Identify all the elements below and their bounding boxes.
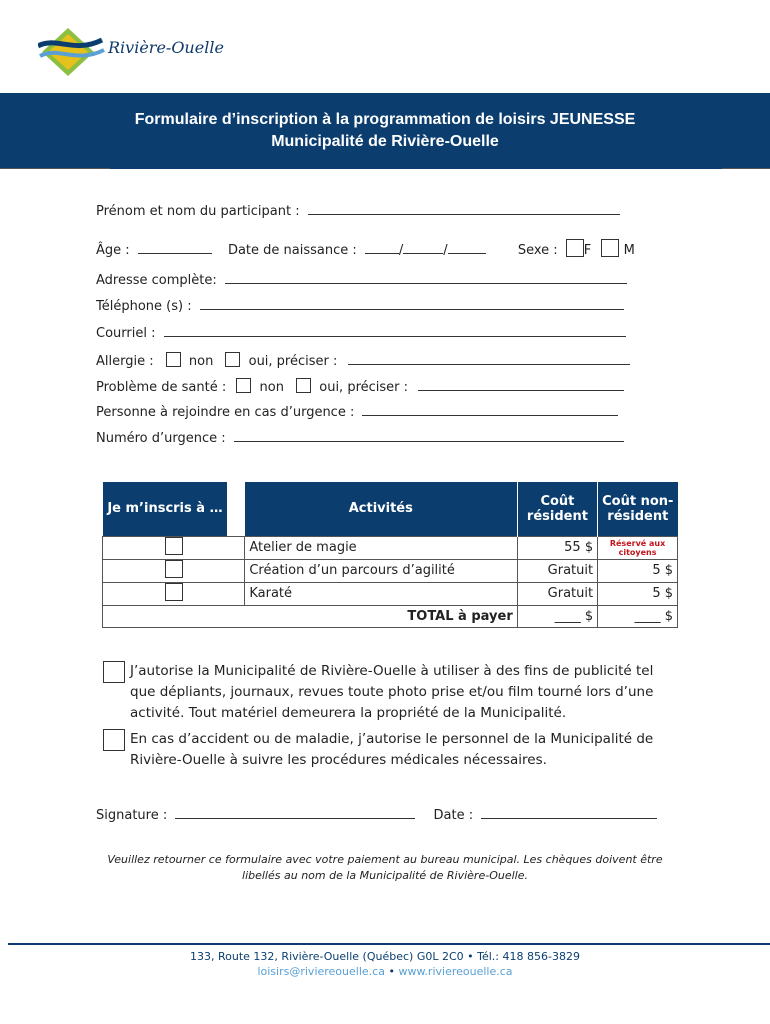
footer-address: 133, Route 132, Rivière-Ouelle (Québec) G0L 2C0 • Tél.: 418 856-3829: [190, 950, 580, 963]
table-row: [103, 582, 678, 605]
age-row: [96, 239, 635, 258]
nonresident-cost: 5 $: [598, 582, 678, 605]
age-input[interactable]: [138, 253, 212, 254]
signature-label: Signature :: [96, 808, 168, 823]
sex-f-label: F: [583, 243, 592, 258]
activity-name: Karaté: [245, 582, 517, 605]
col-activities-header: Activités: [245, 482, 517, 536]
col-nonresident-header: Coût non-résident: [598, 482, 678, 536]
footer-separator: •: [388, 965, 395, 978]
footer-email-link[interactable]: loisirs@riviereouelle.ca: [257, 965, 385, 978]
dob-separator: /: [443, 243, 448, 258]
health-label: Problème de santé :: [96, 380, 227, 395]
activities-table: [102, 482, 678, 628]
return-note-line2: libellés au nom de la Municipalité de Rivière-Ouelle.: [242, 869, 528, 882]
footer-contact: [0, 965, 770, 978]
total-nonresident-input[interactable]: ____ $: [598, 605, 678, 627]
address-label: Adresse complète:: [96, 273, 217, 288]
dob-year-input[interactable]: [448, 253, 486, 254]
age-label: Âge :: [96, 243, 130, 258]
register-karate-checkbox[interactable]: [165, 583, 183, 601]
address-input[interactable]: [225, 283, 627, 284]
dob-label: Date de naissance :: [227, 243, 357, 258]
sex-label: Sexe :: [517, 243, 558, 258]
total-label: TOTAL à payer: [245, 605, 517, 627]
allergy-label: Allergie :: [96, 354, 154, 369]
total-resident-input[interactable]: ____ $: [517, 605, 597, 627]
title-banner: [0, 93, 770, 169]
footer-divider: [8, 943, 770, 945]
medical-consent-text: En cas d’accident ou de maladie, j’autorise le personnel de la Municipalité de Rivière-Ouelle à suivre les procédures médicales nécessaires.: [130, 731, 654, 768]
table-row: [103, 536, 678, 559]
participant-name-field[interactable]: [96, 204, 620, 219]
dob-day-input[interactable]: [365, 253, 399, 254]
date-label: Date :: [433, 808, 474, 823]
emergency-number-field: [96, 431, 624, 446]
resident-cost: 55 $: [517, 536, 597, 559]
signature-input[interactable]: [175, 818, 415, 819]
register-magic-checkbox[interactable]: [165, 537, 183, 555]
participant-name-input[interactable]: [308, 214, 620, 215]
divider: [0, 168, 110, 169]
health-details-input[interactable]: [418, 390, 624, 391]
email-input[interactable]: [164, 336, 626, 337]
phone-field: [96, 299, 624, 314]
emergency-contact-label: Personne à rejoindre en cas d’urgence :: [96, 405, 355, 420]
sex-f-checkbox[interactable]: [566, 239, 584, 257]
activity-name: Atelier de magie: [245, 536, 517, 559]
form-subtitle: Municipalité de Rivière-Ouelle: [271, 133, 499, 150]
allergy-row: [96, 352, 630, 369]
activity-name: Création d’un parcours d’agilité: [245, 559, 517, 582]
reserved-note: Réservé aux citoyens: [598, 536, 678, 559]
allergy-no-checkbox[interactable]: [166, 352, 181, 367]
health-yes-checkbox[interactable]: [296, 378, 311, 393]
health-no-label: non: [259, 380, 284, 395]
footer-website-link[interactable]: www.riviereouelle.ca: [398, 965, 513, 978]
address-field: [96, 273, 627, 288]
allergy-yes-label: oui, préciser :: [248, 354, 338, 369]
photo-consent-checkbox[interactable]: [103, 661, 125, 683]
photo-consent-text: J’autorise la Municipalité de Rivière-Ouelle à utiliser à des fins de publicité tel que dépliants, journaux, revues toute photo prise et/ou film tourné lors d’une activité. Tout matériel demeurera la propriété de la Municipalité.: [130, 663, 654, 721]
emergency-contact-input[interactable]: [362, 415, 618, 416]
medical-consent-checkbox[interactable]: [103, 729, 125, 751]
health-no-checkbox[interactable]: [236, 378, 251, 393]
allergy-yes-checkbox[interactable]: [225, 352, 240, 367]
resident-cost: Gratuit: [517, 582, 597, 605]
sex-m-label: M: [623, 243, 635, 258]
emergency-contact-field: [96, 405, 618, 420]
col-register-header: Je m’inscris à …: [103, 482, 228, 536]
allergy-details-input[interactable]: [348, 364, 630, 365]
date-input[interactable]: [481, 818, 657, 819]
emergency-number-input[interactable]: [234, 441, 624, 442]
sex-m-checkbox[interactable]: [601, 239, 619, 257]
col-resident-header: Coût résident: [517, 482, 597, 536]
participant-name-label: Prénom et nom du participant :: [96, 204, 300, 219]
email-label: Courriel :: [96, 326, 156, 341]
logo-text: Rivière-Ouelle: [108, 38, 224, 57]
allergy-no-label: non: [188, 354, 214, 369]
phone-label: Téléphone (s) :: [96, 299, 192, 314]
emergency-number-label: Numéro d’urgence :: [96, 431, 226, 446]
dob-month-input[interactable]: [403, 253, 443, 254]
health-row: [96, 378, 624, 395]
dob-separator: /: [398, 243, 404, 258]
phone-input[interactable]: [200, 309, 624, 310]
signature-row: [96, 808, 657, 823]
email-field: [96, 326, 626, 341]
health-yes-label: oui, préciser :: [319, 380, 409, 395]
register-agility-checkbox[interactable]: [165, 560, 183, 578]
total-row: [103, 605, 678, 627]
return-note-line1: Veuillez retourner ce formulaire avec votre paiement au bureau municipal. Les chèques doivent être: [107, 853, 663, 866]
table-row: [103, 559, 678, 582]
form-title: Formulaire d’inscription à la programmation de loisirs JEUNESSE: [134, 111, 636, 128]
divider: [722, 168, 770, 169]
resident-cost: Gratuit: [517, 559, 597, 582]
nonresident-cost: 5 $: [598, 559, 678, 582]
